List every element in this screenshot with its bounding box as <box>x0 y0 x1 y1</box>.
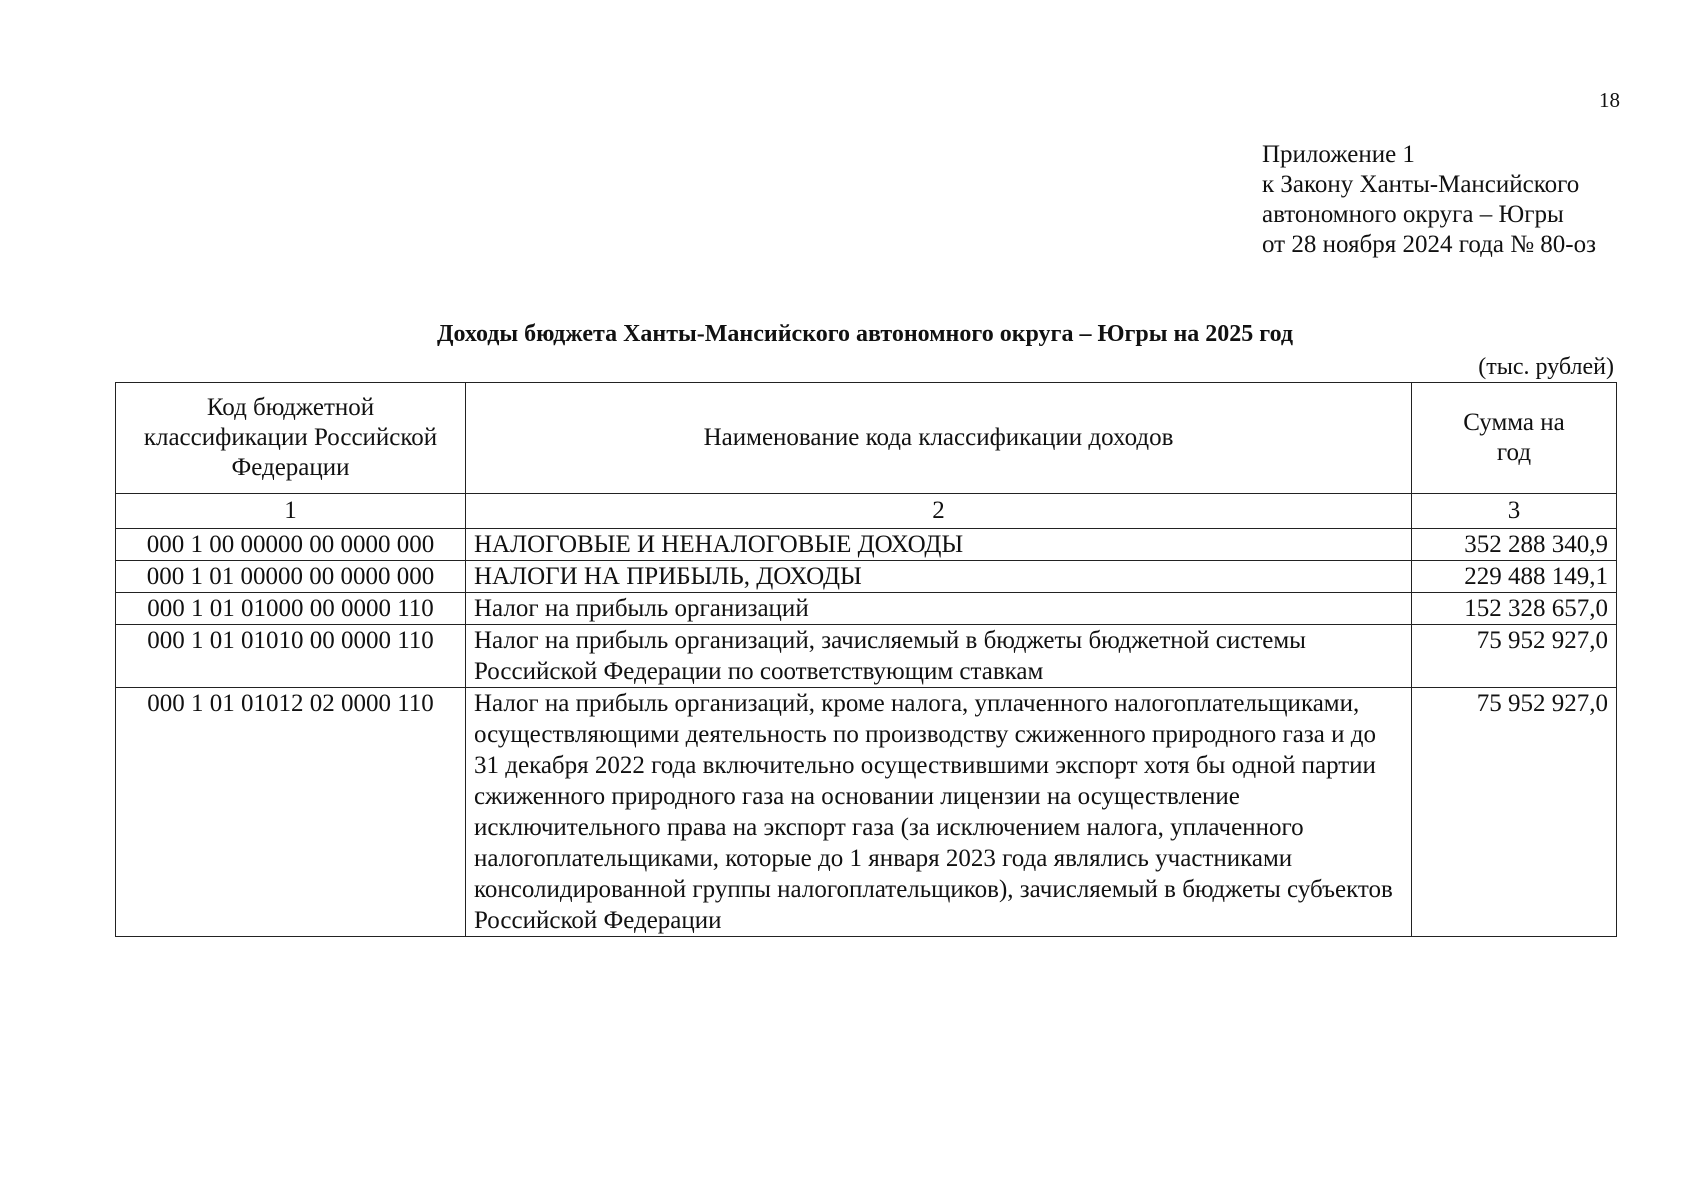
row-code: 000 1 00 00000 00 0000 000 <box>116 529 466 561</box>
table-row <box>116 688 1617 937</box>
column-number: 1 <box>116 494 466 529</box>
row-sum: 152 328 657,0 <box>1412 593 1617 625</box>
page-number: 18 <box>1599 88 1620 112</box>
column-number-row <box>116 494 1617 529</box>
column-number: 3 <box>1412 494 1617 529</box>
row-name: НАЛОГОВЫЕ И НЕНАЛОГОВЫЕ ДОХОДЫ <box>466 529 1412 561</box>
row-code: 000 1 01 00000 00 0000 000 <box>116 561 466 593</box>
document-title: Доходы бюджета Ханты-Мансийского автономного округа – Югры на 2025 год <box>436 321 1294 347</box>
table-row <box>116 625 1617 688</box>
row-sum: 75 952 927,0 <box>1412 688 1617 937</box>
row-sum: 75 952 927,0 <box>1412 625 1617 688</box>
appendix-line: от 28 ноября 2024 года № 80-оз <box>1262 231 1596 258</box>
appendix-block <box>1262 140 1596 260</box>
row-code: 000 1 01 01010 00 0000 110 <box>116 625 466 688</box>
appendix-line: Приложение 1 <box>1262 141 1415 168</box>
row-sum: 352 288 340,9 <box>1412 529 1617 561</box>
row-name: НАЛОГИ НА ПРИБЫЛЬ, ДОХОДЫ <box>466 561 1412 593</box>
row-code: 000 1 01 01000 00 0000 110 <box>116 593 466 625</box>
header-name: Наименование кода классификации доходов <box>466 383 1412 494</box>
column-number: 2 <box>466 494 1412 529</box>
row-name: Налог на прибыль организаций <box>466 593 1412 625</box>
table-header-row <box>116 383 1617 494</box>
row-sum: 229 488 149,1 <box>1412 561 1617 593</box>
table-row <box>116 593 1617 625</box>
budget-table <box>115 382 1617 937</box>
table-row <box>116 561 1617 593</box>
header-sum: Сумма на год <box>1412 383 1617 494</box>
header-code: Код бюджетной классификации Российской Федерации <box>116 383 466 494</box>
table-row <box>116 529 1617 561</box>
units-label: (тыс. рублей) <box>1478 354 1614 380</box>
appendix-line: к Закону Ханты-Мансийского <box>1262 171 1580 198</box>
row-code: 000 1 01 01012 02 0000 110 <box>116 688 466 937</box>
row-name: Налог на прибыль организаций, зачисляемый в бюджеты бюджетной системы Российской Федерации по соответствующим ставкам <box>466 625 1412 688</box>
appendix-line: автономного округа – Югры <box>1262 201 1564 228</box>
row-name: Налог на прибыль организаций, кроме налога, уплаченного налогоплательщиками, осуществляющими деятельность по производству сжиженного природного газа и до 31 декабря 2022 года включительно осуществившими экспорт хотя бы одной партии сжиженного природного газа на основании лицензии на осуществление исключительного права на экспорт газа (за исключением налога, уплаченного налогоплательщиками, которые до 1 января 2023 года являлись участниками консолидированной группы налогоплательщиков), зачисляемый в бюджеты субъектов Российской Федерации <box>466 688 1412 937</box>
